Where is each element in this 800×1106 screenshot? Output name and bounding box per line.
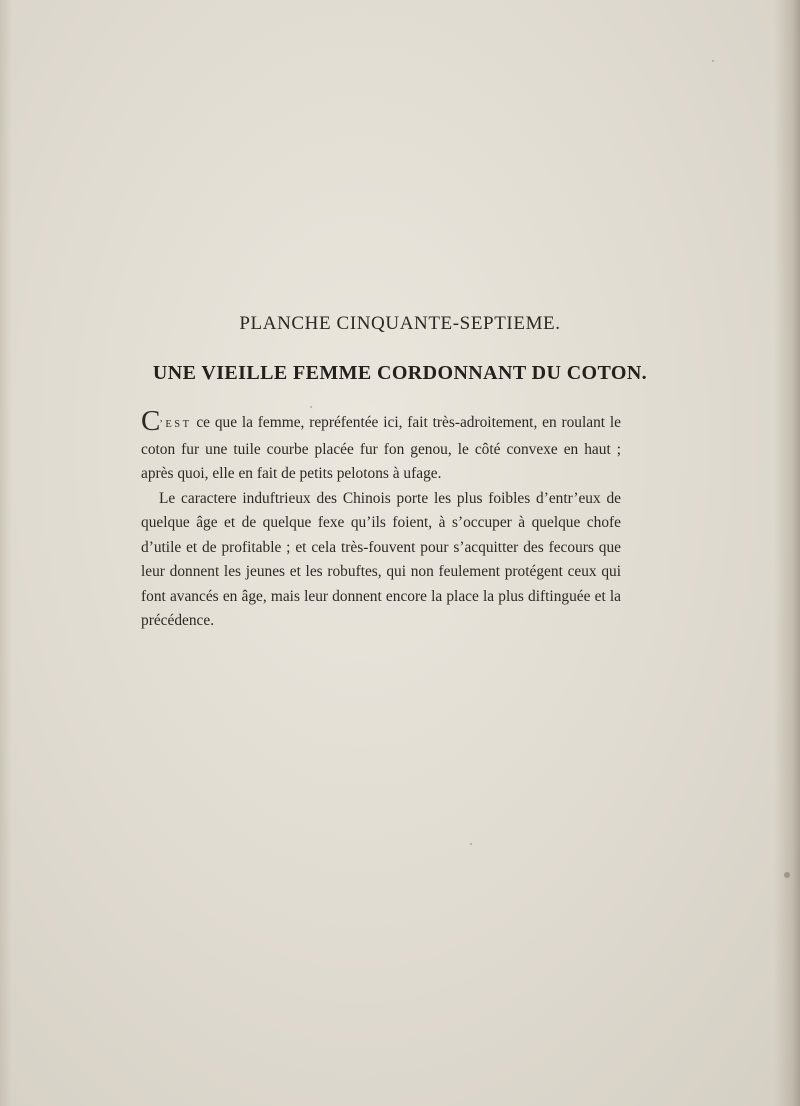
page-right-shadow (774, 0, 800, 1106)
drop-cap: C (141, 405, 160, 437)
paragraph-2: Le caractere induftrieux des Chinois porte les plus foibles d’entr’eux de quelque âge et de quelque fexe qu’ils foient, à s’occuper à quelque chofe d’utile et de profitable ; et cela très-fouvent pour s’acquitter des fecours que leur donnent les jeunes et les robuftes, qui non feulement protégent ceux qui font avancés en âge, mais leur donnent encore la place la plus diftinguée et la précédence. (141, 489, 621, 629)
foxing-spot (470, 843, 472, 845)
paragraph-1-text: ce que la femme, repréfentée ici, fait très-adroitement, en roulant le coton fur une tuile courbe placée fur fon genou, le côté convexe en haut ; après quoi, elle en fait de petits pelotons à ufage. (141, 414, 621, 482)
small-caps-word: ’EST (159, 419, 192, 430)
plate-heading: PLANCHE CINQUANTE-SEPTIEME. (239, 313, 561, 334)
page-left-shadow (0, 0, 12, 1106)
foxing-spot (310, 406, 312, 408)
paragraph-1 (141, 405, 621, 487)
foxing-spot (784, 872, 790, 878)
body-text (141, 405, 621, 634)
foxing-spot (712, 60, 714, 62)
page-title: UNE VIEILLE FEMME CORDONNANT DU COTON. (152, 362, 648, 384)
